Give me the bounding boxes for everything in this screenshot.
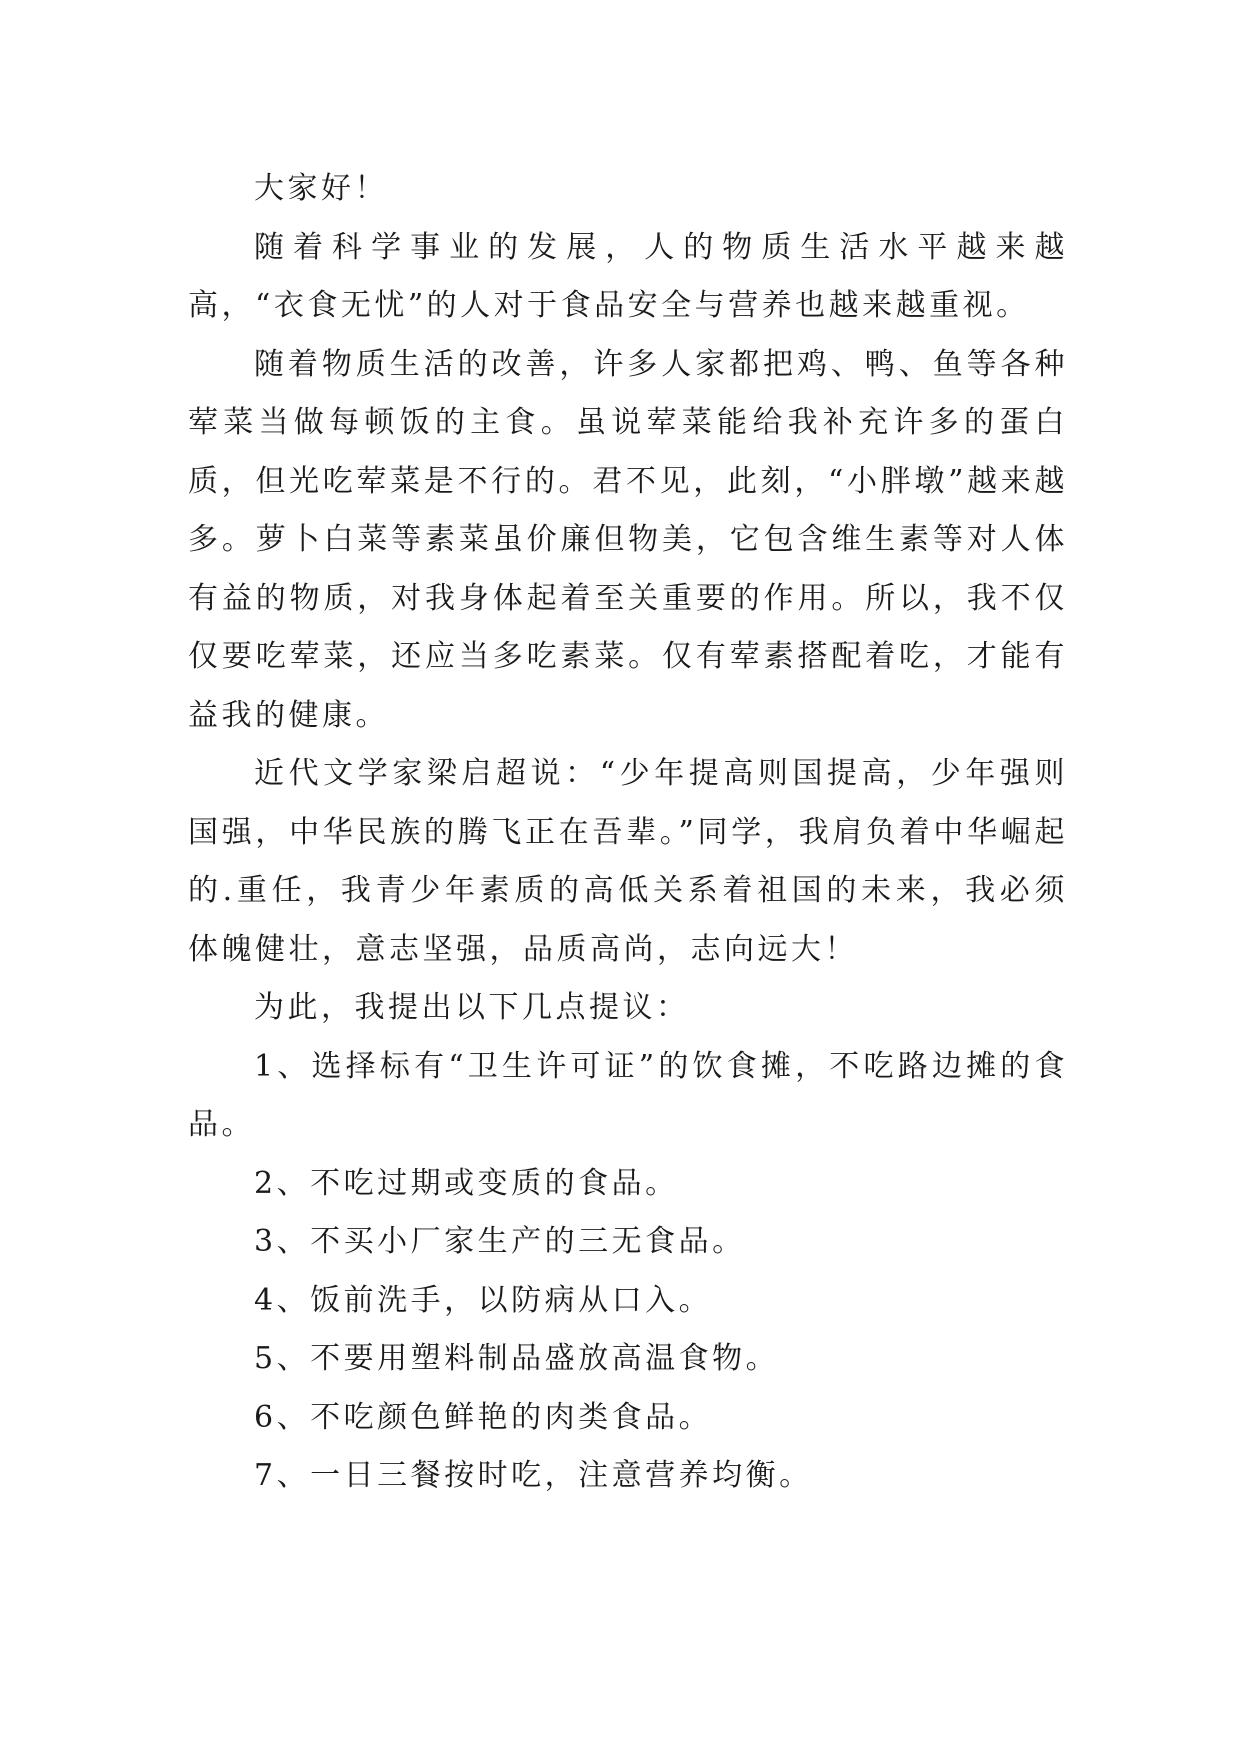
proposal-item: 1、选择标有“卫生许可证”的饮食摊，不吃路边摊的食品。 xyxy=(188,1048,1068,1142)
proposal-intro-paragraph: 为此，我提出以下几点提议： xyxy=(254,990,690,1025)
proposal-item: 5、不要用塑料制品盛放高温食物。 xyxy=(254,1341,780,1376)
intro-paragraph: 随着科学事业的发展，人的物质生活水平越来越高，“衣食无忧”的人对于食品安全与营养也越来越重视。 xyxy=(188,229,1068,323)
proposal-item: 4、饭前洗手，以防病从口入。 xyxy=(254,1282,713,1318)
document-body xyxy=(188,160,1068,1506)
proposal-item: 6、不吃颜色鲜艳的肉类食品。 xyxy=(254,1399,713,1435)
greeting-paragraph: 大家好！ xyxy=(254,171,388,206)
proposal-item: 2、不吃过期或变质的食品。 xyxy=(254,1165,679,1201)
proposal-item: 3、不买小厂家生产的三无食品。 xyxy=(254,1224,746,1259)
proposal-item: 7、一日三餐按时吃，注意营养均衡。 xyxy=(254,1458,813,1493)
quote-paragraph: 近代文学家梁启超说：“少年提高则国提高，少年强则国强，中华民族的腾飞正在吾辈。”同学，我肩负着中华崛起的.重任，我青少年素质的高低关系着祖国的未来，我必须体魄健壮，意志坚强，品质高尚，志向远大！ xyxy=(188,756,1068,967)
diet-paragraph: 随着物质生活的改善，许多人家都把鸡、鸭、鱼等各种荤菜当做每顿饭的主食。虽说荤菜能给我补充许多的蛋白质，但光吃荤菜是不行的。君不见，此刻，“小胖墩”越来越多。萝卜白菜等素菜虽价廉但物美，它包含维生素等对人体有益的物质，对我身体起着至关重要的作用。所以，我不仅仅要吃荤菜，还应当多吃素菜。仅有荤素搭配着吃，才能有益我的健康。 xyxy=(188,346,1068,733)
